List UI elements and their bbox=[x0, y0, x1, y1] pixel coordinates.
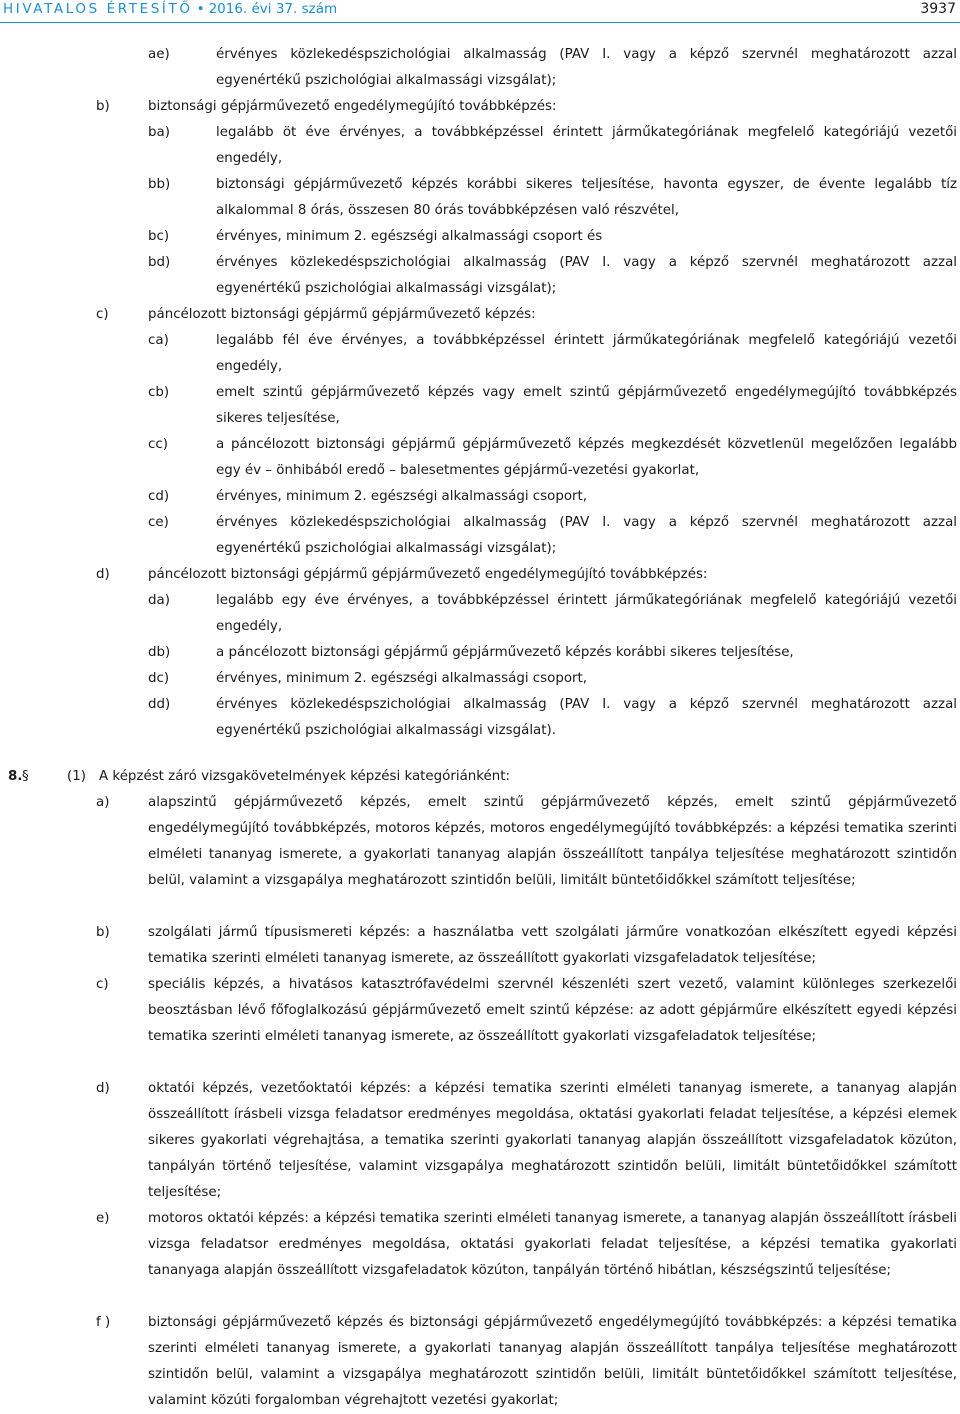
section-number: 8. bbox=[8, 769, 23, 784]
section-sign: § bbox=[22, 769, 29, 784]
item-label: f ) bbox=[96, 1315, 111, 1330]
list-item: motoros oktatói képzés: a képzési tematika szerinti elméleti tananyag ismerete, a tananyag alapján összeállított írásbeli vizsga feladatsor eredményes megoldása, oktatási gyakorlati feladat teljesítése, a képzési tematika gyakorlati tananyaga alapján összeállított vizsgafeladatok közúton, tanpályán történő hibátlan, készségszintű teljesítése; bbox=[148, 1211, 957, 1278]
item-label: da) bbox=[148, 593, 170, 608]
list-item: érvényes, minimum 2. egészségi alkalmassági csoport, bbox=[216, 671, 588, 686]
list-item: páncélozott biztonsági gépjármű gépjárművezető képzés: bbox=[148, 307, 536, 322]
list-item: érvényes közlekedéspszichológiai alkalmasság (PAV I. vagy a képző szervnél meghatározott azzal egyenértékű pszichológiai alkalmassági vizsgálat); bbox=[216, 255, 957, 296]
item-label: dc) bbox=[148, 671, 170, 686]
item-label: c) bbox=[96, 307, 109, 322]
section-intro: A képzést záró vizsgakövetelmények képzési kategóriánként: bbox=[99, 769, 511, 784]
item-label: dd) bbox=[148, 697, 171, 712]
item-label: ae) bbox=[148, 47, 170, 62]
list-item: biztonsági gépjárművezető képzés és biztonsági gépjárművezető engedélymegújító továbbképzés: a képzési tematika szerinti elméleti tananyag ismerete, a gyakorlati tananyag alapján összeállított tanpálya teljesítése meghatározott szintidőn belül, valamint a vizsgapálya meghatározott szintidőn belüli, limitált büntetőidőkkel számított teljesítése, valamint közúti forgalomban végrehajtott vezetési gyakorlat; bbox=[148, 1315, 957, 1408]
list-item: a páncélozott biztonsági gépjármű gépjárművezető képzés korábbi sikeres teljesítése, bbox=[216, 645, 794, 660]
header-separator: • bbox=[196, 1, 205, 17]
publication-title: HIVATALOS ÉRTESÍTŐ bbox=[3, 1, 193, 17]
list-item: biztonsági gépjárművezető képzés korábbi sikeres teljesítése, havonta egyszer, de évente legalább tíz alkalommal 8 órás, összesen 80 órás továbbképzésen való részvétel, bbox=[216, 177, 957, 218]
list-item: legalább fél éve érvényes, a továbbképzéssel érintett járműkategóriának megfelelő kategóriájú vezetői engedély, bbox=[216, 333, 957, 374]
page-header bbox=[0, 0, 960, 24]
item-label: bd) bbox=[148, 255, 171, 270]
list-item: legalább egy éve érvényes, a továbbképzéssel érintett járműkategóriának megfelelő kategóriájú vezetői engedély, bbox=[216, 593, 957, 634]
list-item: oktatói képzés, vezetőoktatói képzés: a képzési tematika szerinti elméleti tananyag ismerete, a tananyag alapján összeállított írásbeli vizsga feladatsor eredményes megoldása, oktatási gyakorlati feladat teljesítése, a képzési elemek sikeres gyakorlati végrehajtása, a tematika szerinti gyakorlati tananyag alapján összeállított vizsgafeladatok közúton, tanpályán történő teljesítése, valamint vizsgapálya meghatározott szintidőn belüli, limitált büntetőidőkkel számított teljesítése; bbox=[148, 1081, 957, 1200]
publication-header bbox=[3, 0, 337, 18]
list-item: biztonsági gépjárművezető engedélymegújító továbbképzés: bbox=[148, 99, 557, 114]
list-item: a páncélozott biztonsági gépjármű gépjárművezető képzés megkezdését közvetlenül megelőzően legalább egy év – önhibából eredő – balesetmentes gépjármű-vezetési gyakorlat, bbox=[216, 437, 957, 478]
list-item: speciális képzés, a hivatásos katasztrófavédelmi szervnél készenléti szert vezető, valamint különleges szerkezelői beosztásban lévő főfoglalkozású gépjárművezető emelt szintű képzése: az adott gépjárműre elkészített egyedi képzési tematika szerinti elméleti tananyag ismerete, az összeállított gyakorlati vizsgafeladatok teljesítése; bbox=[148, 977, 957, 1044]
item-label: ca) bbox=[148, 333, 169, 348]
item-label: bb) bbox=[148, 177, 171, 192]
list-item: szolgálati jármű típusismereti képzés: a használatba vett szolgálati járműre vonatkozóan elkészített egyedi képzési tematika szerinti elméleti tananyag ismerete, az összeállított gyakorlati vizsgafeladatok teljesítése; bbox=[148, 925, 957, 966]
list-item: érvényes közlekedéspszichológiai alkalmasság (PAV I. vagy a képző szervnél meghatározott azzal egyenértékű pszichológiai alkalmassági vizsgálat). bbox=[216, 697, 957, 738]
item-label: cb) bbox=[148, 385, 170, 400]
header-rule bbox=[0, 22, 960, 23]
item-label: bc) bbox=[148, 229, 170, 244]
paragraph-number: (1) bbox=[67, 769, 86, 784]
item-label: d) bbox=[96, 1081, 110, 1096]
list-item: páncélozott biztonsági gépjármű gépjárművezető engedélymegújító továbbképzés: bbox=[148, 567, 708, 582]
item-label: cc) bbox=[148, 437, 168, 452]
item-label: b) bbox=[96, 925, 110, 940]
page-number: 3937 bbox=[920, 1, 956, 17]
list-item: érvényes közlekedéspszichológiai alkalmasság (PAV I. vagy a képző szervnél meghatározott azzal egyenértékű pszichológiai alkalmassági vizsgálat); bbox=[216, 47, 957, 88]
item-label: c) bbox=[96, 977, 109, 992]
item-label: ce) bbox=[148, 515, 169, 530]
item-label: a) bbox=[96, 795, 110, 810]
item-label: e) bbox=[96, 1211, 110, 1226]
item-label: b) bbox=[96, 99, 110, 114]
list-item: érvényes, minimum 2. egészségi alkalmassági csoport és bbox=[216, 229, 603, 244]
issue-label: 2016. évi 37. szám bbox=[208, 1, 338, 17]
list-item: érvényes, minimum 2. egészségi alkalmassági csoport, bbox=[216, 489, 588, 504]
item-label: cd) bbox=[148, 489, 170, 504]
list-item: legalább öt éve érvényes, a továbbképzéssel érintett járműkategóriának megfelelő kategóriájú vezetői engedély, bbox=[216, 125, 957, 166]
item-label: d) bbox=[96, 567, 110, 582]
list-item: alapszintű gépjárművezető képzés, emelt szintű gépjárművezető képzés, emelt szintű gépjárművezető engedélymegújító továbbképzés, motoros képzés, motoros engedélymegújító továbbképzés: a képzési tematika szerinti elméleti tananyag ismerete, a gyakorlati tananyag alapján összeállított tanpálya teljesítése meghatározott szintidőn belül, valamint a vizsgapálya meghatározott szintidőn belüli, limitált büntetőidőkkel számított teljesítése; bbox=[148, 795, 957, 888]
list-item: érvényes közlekedéspszichológiai alkalmasság (PAV I. vagy a képző szervnél meghatározott azzal egyenértékű pszichológiai alkalmassági vizsgálat); bbox=[216, 515, 957, 556]
list-item: emelt szintű gépjárművezető képzés vagy emelt szintű gépjárművezető engedélymegújító továbbképzés sikeres teljesítése, bbox=[216, 385, 957, 426]
item-label: db) bbox=[148, 645, 171, 660]
item-label: ba) bbox=[148, 125, 170, 140]
